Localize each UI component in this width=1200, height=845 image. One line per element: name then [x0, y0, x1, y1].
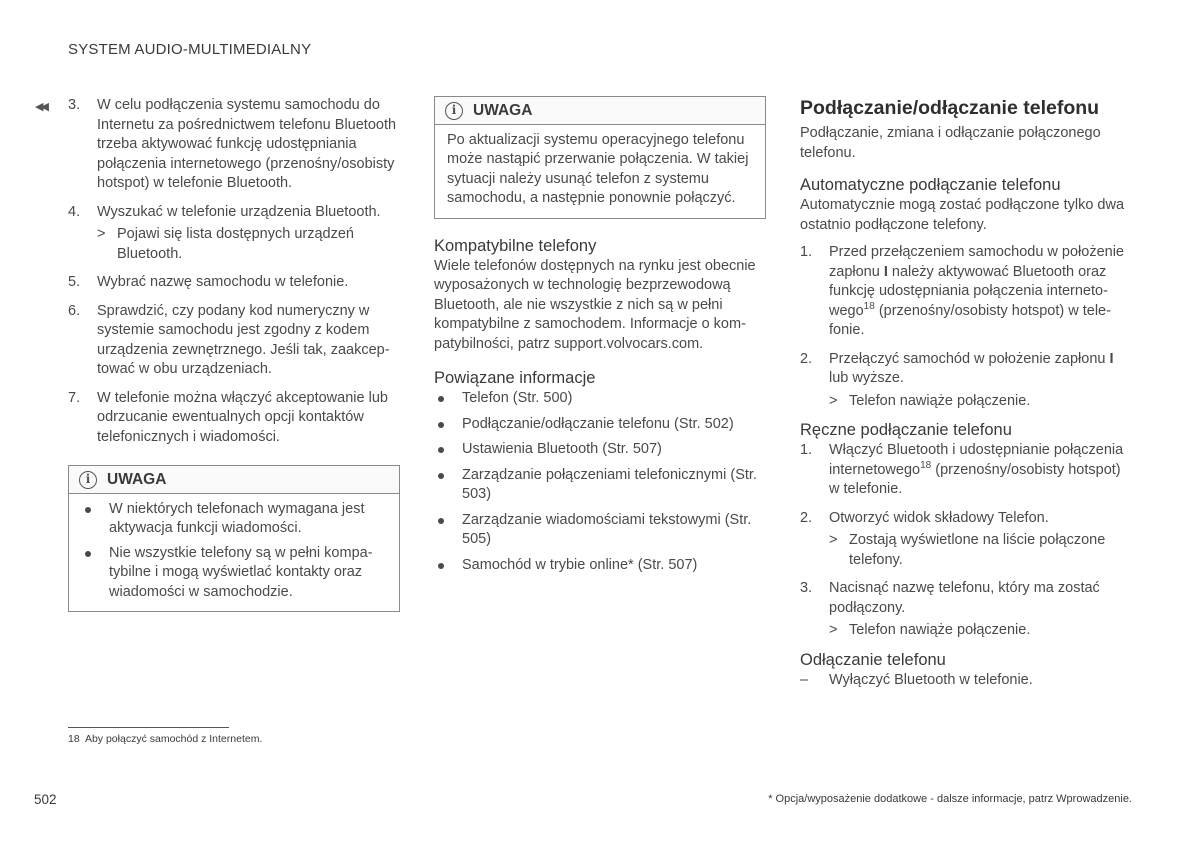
step-result: > Pojawi się lista dostępnych urządzeń Bluetooth. — [97, 226, 354, 262]
step-result: > Telefon nawiąże połączenie. — [829, 392, 1135, 412]
related-link[interactable]: Samochód w trybie online* (Str. 507) — [434, 556, 766, 576]
related-list — [434, 389, 766, 575]
heading-auto: Automatyczne podłączanie telefonu — [800, 176, 1061, 194]
note-header — [435, 97, 765, 125]
step-result: > Zostają wyświetlone na liście połączone telefony. — [829, 532, 1106, 568]
step-3: 3. W celu podłączenia systemu samochodu do Internetu za pośrednictwem telefonu Bluetooth trzeba aktywować funkcję udostępniania połączenia internetowego (przenośny/osobisty hotspot) w telefonie Bluetooth. — [68, 97, 397, 191]
column-right — [800, 96, 1135, 699]
result-arrow-icon: > — [97, 226, 106, 242]
heading-manual: Ręczne podłączanie telefonu — [800, 421, 1012, 439]
step-7: 7. W telefonie można włączyć akceptowanie lub odrzucanie ewentualnych opcji kontaktów telefonicznych i wiadomości. — [68, 389, 388, 445]
auto-steps — [800, 243, 1135, 411]
column-middle — [434, 96, 766, 581]
step-text: Wyszukać w telefonie urządzenia Bluetooth. — [97, 203, 381, 220]
step-5: 5. Wybrać nazwę samochodu w telefonie. — [68, 274, 349, 290]
note-header — [69, 466, 399, 494]
step-6: 6. Sprawdzić, czy podany kod numeryczny w systemie samochodu jest zgodny z kodem urządzenia zewnętrznego. Jeśli tak, zaakceptować w obu urządzeniach. — [68, 302, 390, 377]
note-text: Po aktualizacji systemu operacyjnego telefonu może nastąpić przerwanie połączenia. W takiej sytuacji należy usunąć telefon z systemu samochodu, a następnie ponownie połączyć. — [447, 131, 749, 206]
note-body — [69, 494, 399, 612]
step-text: Wybrać nazwę samochodu w telefonie. — [97, 274, 349, 290]
footnote-number: 18 — [68, 733, 80, 745]
auto-step-1: 1. Przed przełączeniem samochodu w położenie zapłonu I należy aktywować Bluetooth oraz funkcję udostępniania połączenia internetowego$^{18}$ (przenośny/osobisty hotspot) w telefonie. — [800, 244, 1124, 338]
footer-note: * Opcja/wyposażenie dodatkowe - dalsze informacje, patrz Wprowadzenie. — [768, 793, 1132, 805]
note-item: W niektórych telefonach wymagana jest aktywacja funkcji wiadomości. — [81, 500, 387, 539]
manual-step-3: 3. Nacisnąć nazwę telefonu, który ma zostać podłączony. > Telefon nawiąże połączenie. — [800, 579, 1135, 641]
related-link[interactable]: Ustawienia Bluetooth (Str. 507) — [434, 440, 766, 460]
step-text: W celu podłączenia systemu samochodu do Internetu za pośrednictwem telefonu Bluetooth trzeba aktywować funkcję udostępniania połączenia internetowego (przenośny/osobisty hotspot) w telefonie Bluetooth. — [97, 97, 397, 191]
step-4: 4. Wyszukać w telefonie urządzenia Bluetooth. > Pojawi się lista dostępnych urządzeń Bluetooth. — [68, 203, 400, 265]
related-link[interactable]: Zarządzanie wiadomościami tekstowymi (Str. 505) — [434, 511, 766, 550]
note-title: UWAGA — [473, 102, 533, 119]
info-icon: i — [79, 471, 97, 489]
footnote — [68, 733, 262, 745]
related-link[interactable]: Telefon (Str. 500) — [434, 389, 766, 409]
note-box — [68, 465, 400, 612]
steps-list — [68, 96, 400, 447]
related-link[interactable]: Zarządzanie połączeniami telefonicznymi (Str. 503) — [434, 466, 766, 505]
manual-step-2: 2. Otworzyć widok składowy Telefon. > Zostają wyświetlone na liście połączone telefony. — [800, 509, 1135, 571]
note-item: Nie wszystkie telefony są w pełni kompatybilne i mogą wyświetlać kontakty oraz wiadomości w samochodzie. — [81, 544, 387, 603]
info-icon: i — [445, 102, 463, 120]
heading-related: Powiązane informacje — [434, 369, 596, 387]
step-text: Sprawdzić, czy podany kod numeryczny w systemie samochodu jest zgodny z kodem urządzenia zewnętrznego. Jeśli tak, zaakceptować w obu urządzeniach. — [97, 302, 390, 377]
auto-step-2: 2. Przełączyć samochód w położenie zapłonu I lub wyższe. > Telefon nawiąże połączenie. — [800, 350, 1135, 412]
compatible-text: Wiele telefonów dostępnych na rynku jest obecnie wyposażonych w technologię bezprzewodową Bluetooth, ale nie wszystkie z nich są w pełni kompatybilne z samochodem. Informacje o kompatybilności, patrz support.volvocars.com. — [434, 257, 756, 352]
note-box — [434, 96, 766, 219]
column-left — [35, 96, 400, 612]
disconnect-step: – Wyłączyć Bluetooth w telefonie. — [800, 671, 1033, 688]
running-head: SYSTEM AUDIO-MULTIMEDIALNY — [68, 41, 312, 58]
manual-steps — [800, 441, 1135, 641]
result-arrow-icon: > — [829, 622, 838, 638]
step-result: > Telefon nawiąże połączenie. — [829, 621, 1135, 641]
related-link[interactable]: Podłączanie/odłączanie telefonu (Str. 502) — [434, 415, 766, 435]
footnote-divider — [68, 727, 229, 728]
manual-step-1: 1. Włączyć Bluetooth i udostępnianie połączenia internetowego$^{18}$ (przenośny/osobisty hotspot) w telefonie. — [800, 442, 1124, 497]
continued-icon: ◀◀ — [35, 101, 46, 113]
disconnect-steps — [800, 671, 1135, 691]
result-arrow-icon: > — [829, 532, 838, 548]
page-title: Podłączanie/odłączanie telefonu — [800, 97, 1100, 119]
note-body — [435, 125, 765, 218]
page-number: 502 — [34, 792, 57, 807]
heading-disconnect: Odłączanie telefonu — [800, 650, 946, 669]
step-text: W telefonie można włączyć akceptowanie lub odrzucanie ewentualnych opcji kontaktów telefonicznych i wiadomości. — [97, 389, 388, 445]
intro-text: Podłączanie, zmiana i odłączanie połączonego telefonu. — [800, 125, 1101, 161]
note-title: UWAGA — [107, 471, 167, 488]
result-arrow-icon: > — [829, 392, 838, 409]
heading-compatible: Kompatybilne telefony — [434, 236, 597, 255]
footnote-text: Aby połączyć samochód z Internetem. — [84, 733, 263, 745]
auto-text: Automatycznie mogą zostać podłączone tylko dwa ostatnio podłączone telefony. — [800, 197, 1125, 233]
